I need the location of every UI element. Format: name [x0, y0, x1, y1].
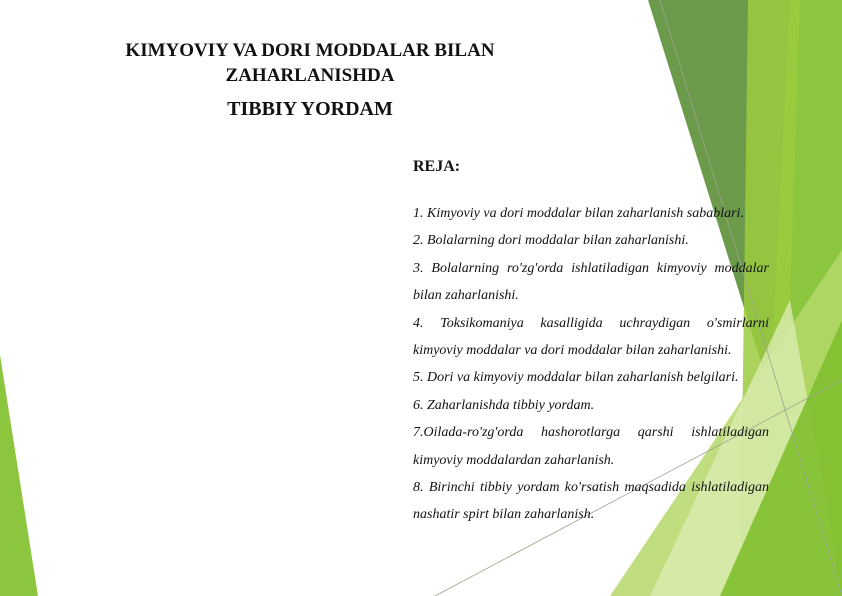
plan-item: 6. Zaharlanishda tibbiy yordam.: [413, 397, 595, 413]
title-text-2: ZAHARLANISHDA: [225, 65, 395, 86]
plan-item: 5. Dori va kimyoviy moddalar bilan zaharlanish belgilari.: [413, 370, 739, 386]
title-text-1: KIMYOVIY VA DORI MODDALAR BILAN: [125, 40, 495, 61]
plan-item: 7.Oilada-ro'zg'orda hashorotlarga qarshi ishlatiladigan kimyoviy moddalardan zaharlanish.: [413, 425, 769, 468]
title-line-2: TIBBIY YORDAM: [227, 98, 393, 120]
plan-heading: REJA:: [413, 158, 461, 175]
plan-item: 1. Kimyoviy va dori moddalar bilan zaharlanish sabablari.: [413, 206, 744, 221]
plan-list: [413, 200, 769, 529]
plan-item: 2. Bolalarning dori moddalar bilan zaharlanishi.: [413, 233, 689, 249]
decor-shape-left-sliver: [0, 355, 38, 596]
plan-item: 8. Birinchi tibbiy yordam ko'rsatish maqsadida ishlatiladigan nashatir spirt bilan zaharlanish.: [413, 480, 769, 523]
plan-item: 3. Bolalarning ro'zg'orda ishlatiladigan kimyoviy moddalar bilan zaharlanishi.: [413, 260, 769, 304]
plan-item: 4. Toksikomaniya kasalligida uchraydigan o'smirlarni kimyoviy moddalar va dori moddalar bilan zaharlanishi.: [413, 315, 769, 359]
title-line-1: [60, 38, 560, 88]
